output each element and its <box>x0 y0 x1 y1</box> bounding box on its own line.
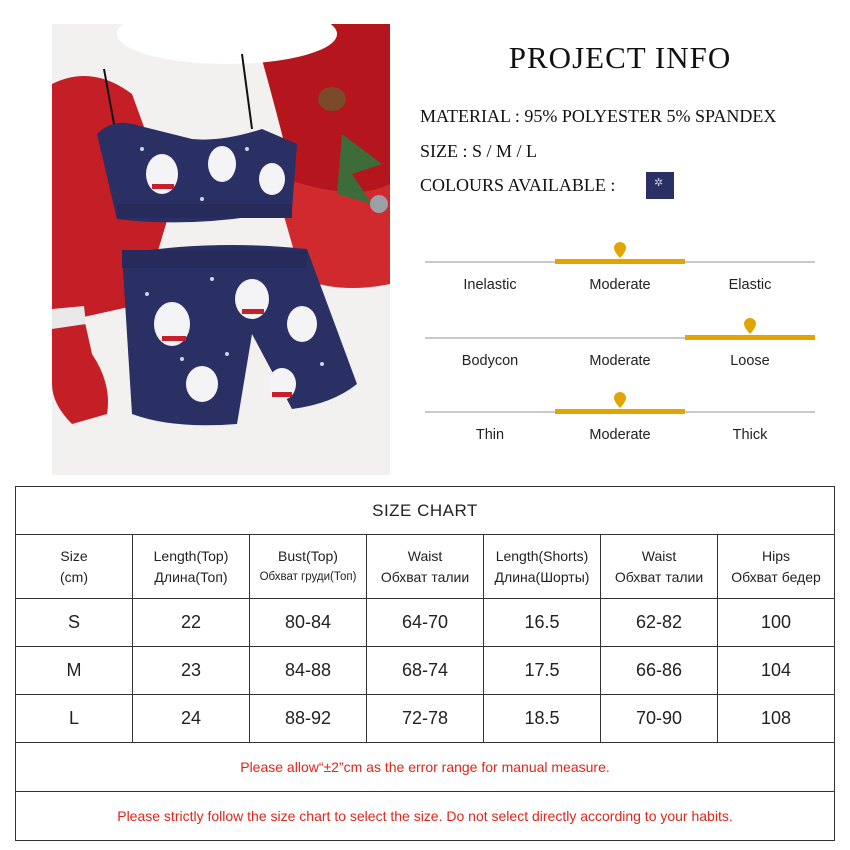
table-cell: 68-74 <box>367 647 484 695</box>
material-text: MATERIAL : 95% POLYESTER 5% SPANDEX <box>420 106 777 126</box>
table-row <box>16 695 835 743</box>
scale-label-left: Bodycon <box>461 353 519 369</box>
product-photo <box>52 24 390 475</box>
scale-label-middle: Moderate <box>589 353 651 369</box>
location-pin-icon <box>744 318 756 334</box>
table-cell: 62-82 <box>601 599 718 647</box>
table-cell: L <box>16 695 133 743</box>
size-chart-title: SIZE CHART <box>16 487 835 535</box>
table-cell: 108 <box>718 695 835 743</box>
scale-label-middle: Moderate <box>589 427 651 443</box>
table-cell: M <box>16 647 133 695</box>
table-row <box>16 599 835 647</box>
scale-label-right: Elastic <box>728 277 772 293</box>
header-cell-waist-shorts: Waist Обхват талии <box>601 535 718 599</box>
table-cell: 70-90 <box>601 695 718 743</box>
table-cell: 72-78 <box>367 695 484 743</box>
size-chart-table <box>15 486 835 841</box>
follow-size-chart-note: Please strictly follow the size chart to select the size. Do not select directly according to your habits. <box>16 792 835 841</box>
table-cell: 66-86 <box>601 647 718 695</box>
table-cell: 88-92 <box>250 695 367 743</box>
size-chart-header-row <box>16 535 835 599</box>
colour-swatch-navy[interactable] <box>646 172 674 199</box>
elasticity-scale <box>425 246 815 306</box>
measurement-error-note: Please allow“±2”cm as the error range for manual measure. <box>16 743 835 792</box>
header-cell-size: Size (cm) <box>16 535 133 599</box>
scale-label-left: Thin <box>475 427 505 443</box>
table-cell: 100 <box>718 599 835 647</box>
table-cell: 24 <box>133 695 250 743</box>
scale-label-middle: Moderate <box>589 277 651 293</box>
table-cell: 17.5 <box>484 647 601 695</box>
table-cell: 18.5 <box>484 695 601 743</box>
fit-scale <box>425 322 815 382</box>
header-cell-bust-top: Bust(Top) Обхват груди(Топ) <box>250 535 367 599</box>
header-cell-waist-top: Waist Обхват талии <box>367 535 484 599</box>
table-cell: 23 <box>133 647 250 695</box>
header-cell-length-shorts: Length(Shorts) Длина(Шорты) <box>484 535 601 599</box>
table-row <box>16 647 835 695</box>
scale-selected-segment <box>555 409 685 414</box>
table-cell: 16.5 <box>484 599 601 647</box>
scale-label-right: Loose <box>730 353 770 369</box>
header-cell-hips: Hips Обхват бедер <box>718 535 835 599</box>
table-cell: 104 <box>718 647 835 695</box>
table-cell: 80-84 <box>250 599 367 647</box>
header-cell-length-top: Length(Top) Длина(Топ) <box>133 535 250 599</box>
project-info-title: PROJECT INFO <box>508 40 732 75</box>
scale-selected-segment <box>555 259 685 264</box>
scale-label-right: Thick <box>732 427 768 443</box>
scale-label-left: Inelastic <box>463 277 517 293</box>
table-cell: S <box>16 599 133 647</box>
product-photo-illustration <box>52 24 390 475</box>
scale-selected-segment <box>685 335 815 340</box>
colours-available-text: COLOURS AVAILABLE : <box>420 175 616 195</box>
table-cell: 84-88 <box>250 647 367 695</box>
snowflake-icon: ✲ <box>654 177 664 189</box>
thickness-scale <box>425 396 815 456</box>
table-cell: 22 <box>133 599 250 647</box>
size-text: SIZE : S / M / L <box>420 141 538 161</box>
location-pin-icon <box>614 242 626 258</box>
location-pin-icon <box>614 392 626 408</box>
table-cell: 64-70 <box>367 599 484 647</box>
